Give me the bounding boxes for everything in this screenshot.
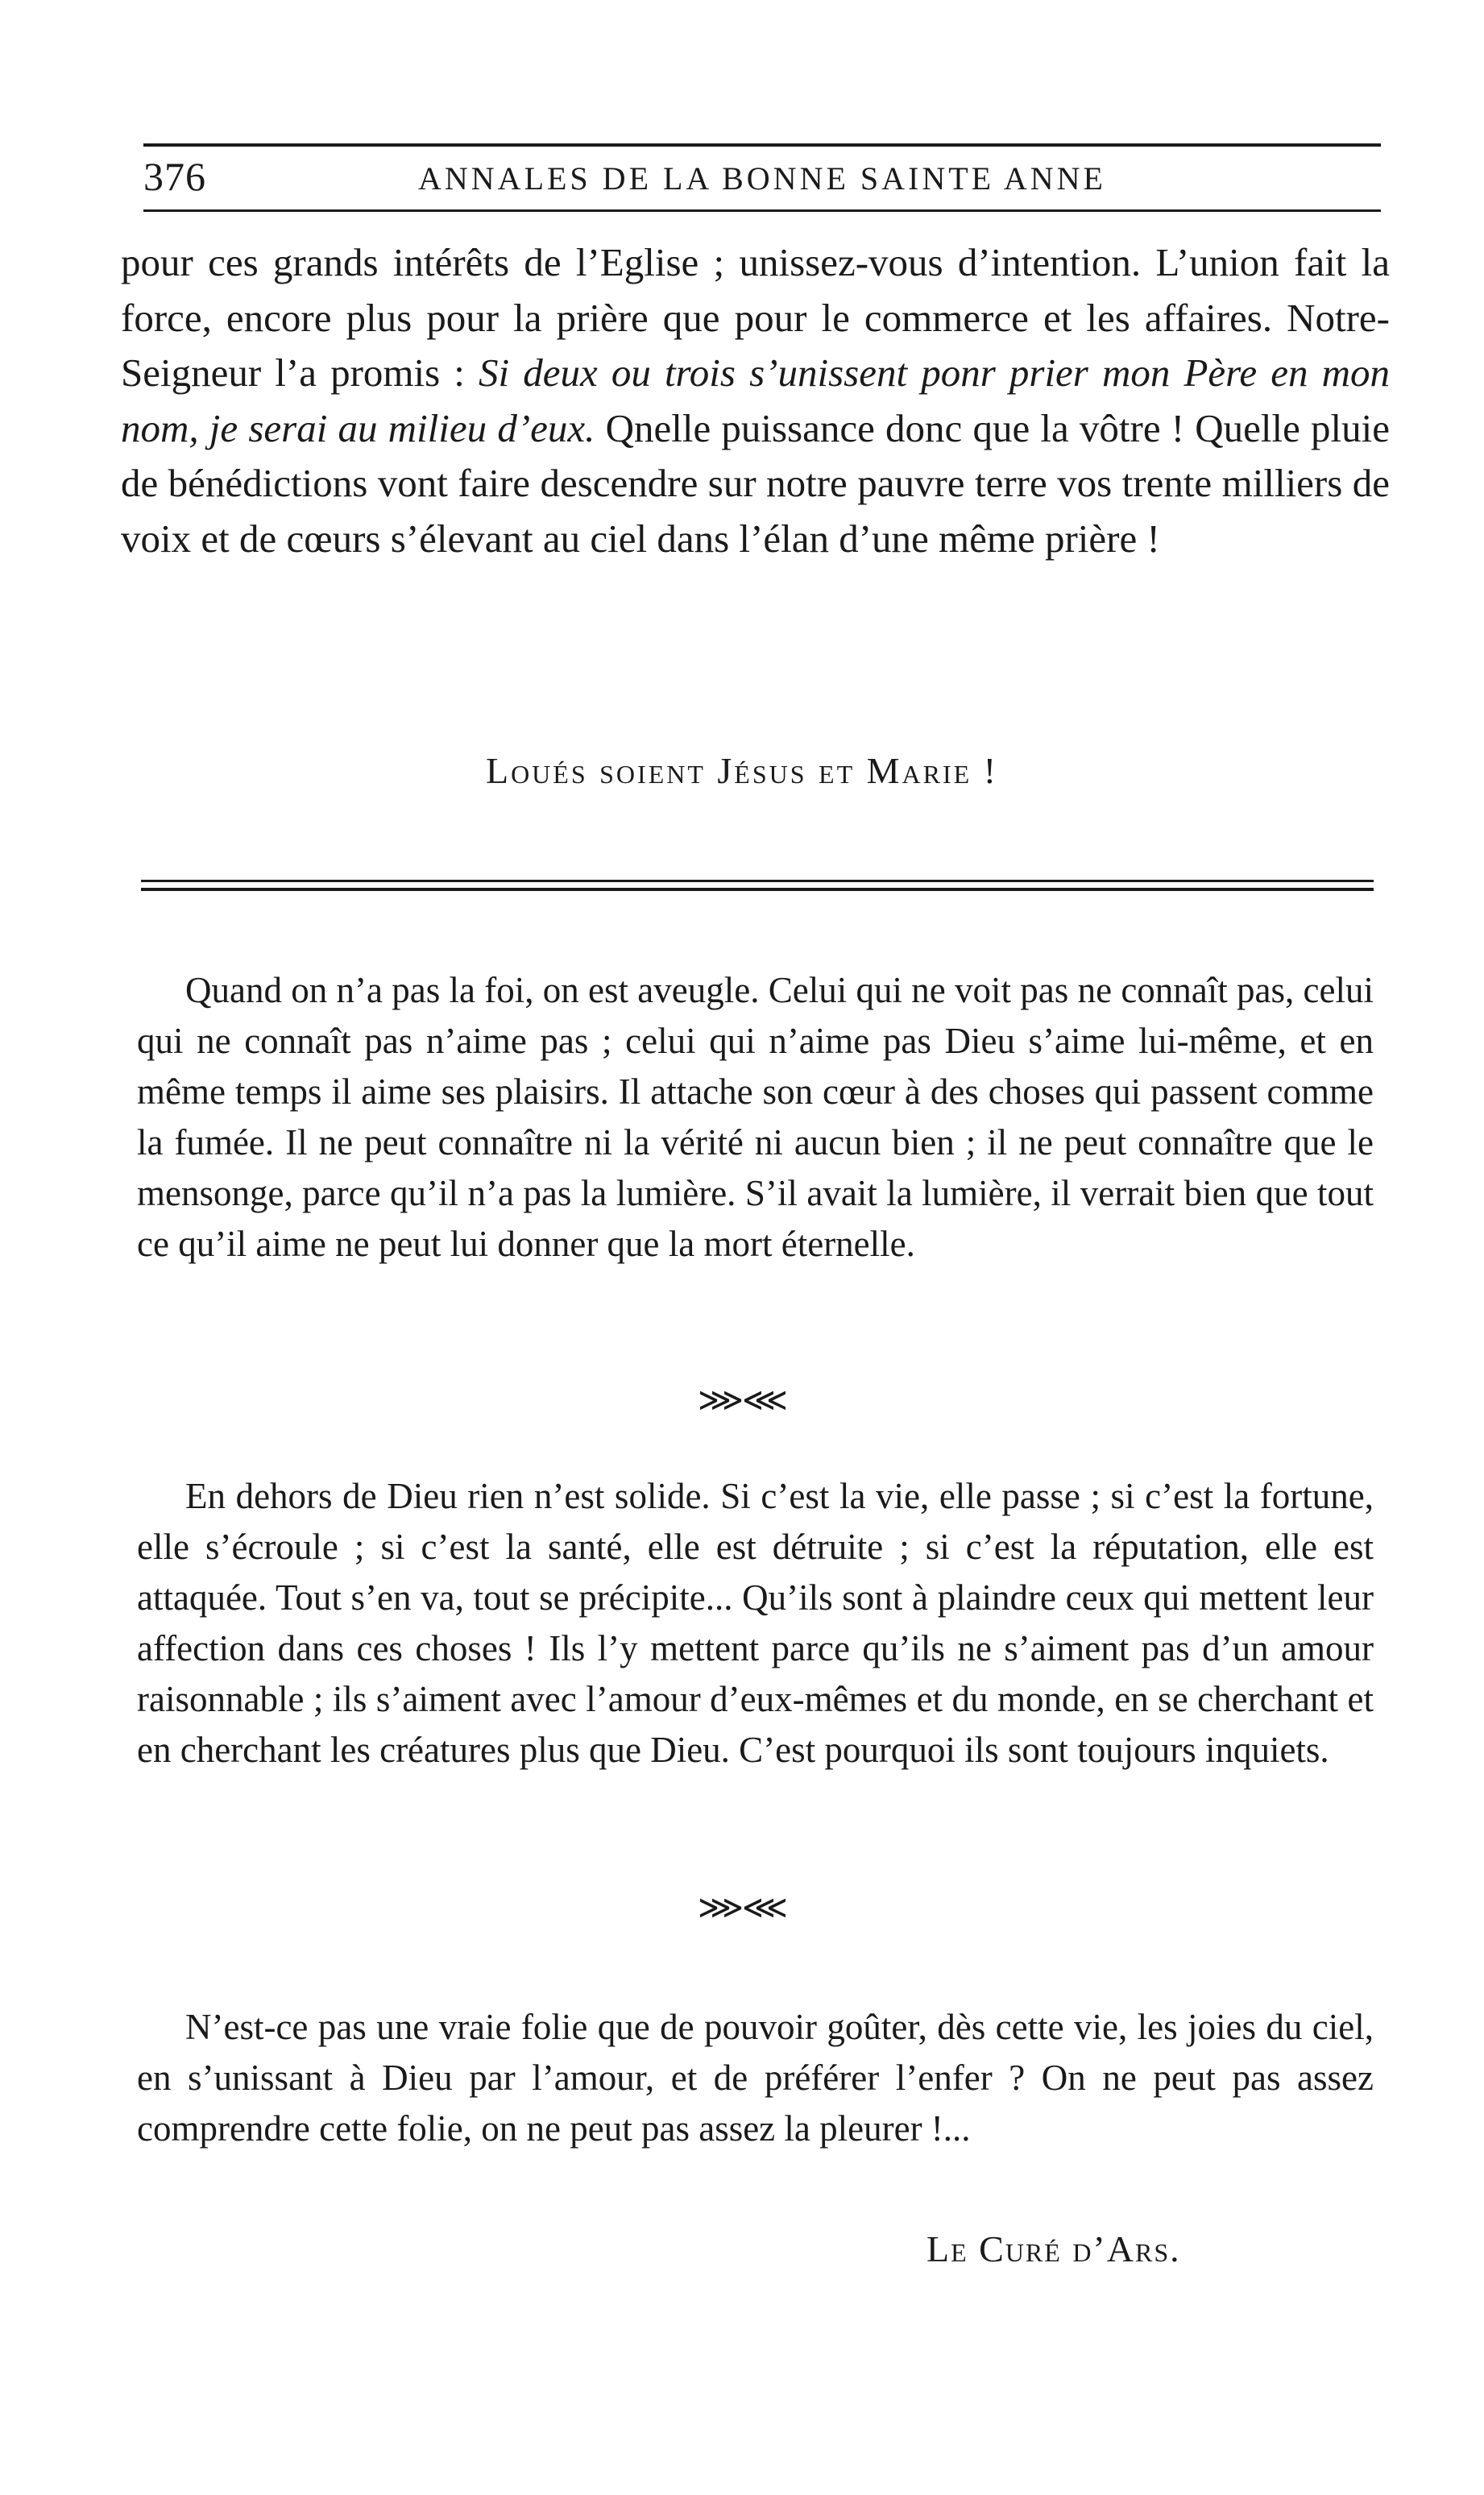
divider-line-thin xyxy=(141,880,1374,882)
ornament-separator-1: ⋙⋘ xyxy=(698,1382,786,1419)
page-header xyxy=(143,129,1381,218)
section-divider xyxy=(141,880,1374,893)
quote-paragraph-2: En dehors de Dieu rien n’est solide. Si c’est la vie, elle passe ; si c’est la fortune, elle s’écroule ; si c’est la santé, elle est détruite ; si c’est la réputation, elle est attaquée. Tout s’en va, tout se précipite... Qu’ils sont à plaindre ceux qui mettent leur affection dans ces choses ! Ils l’y mettent parce qu’ils ne s’aiment pas d’un amour raisonnable ; ils s’aiment avec l’amour d’eux-mêmes et du monde, en se cherchant et en cherchant les créatures plus que Dieu. C’est pourquoi ils sont toujours inquiets. xyxy=(137,1476,1374,1770)
quote-paragraph-1: Quand on n’a pas la foi, on est aveugle. Celui qui ne voit pas ne connaît pas, celui qui ne connaît pas n’aime pas ; celui qui n’aime pas Dieu s’aime lui-même, et en même temps il aime ses plaisirs. Il attache son cœur à des choses qui passent comme la fumée. Il ne peut connaître ni la vérité ni aucun bien ; il ne peut connaître que le mensonge, parce qu’il n’a pas la lumière. S’il avait la lumière, il verrait bien que tout ce qu’il aime ne peut lui donner que la mort éternelle. xyxy=(137,970,1374,1264)
intro-paragraph xyxy=(121,235,1390,566)
page-number: 376 xyxy=(143,154,206,199)
ornament-separator-2: ⋙⋘ xyxy=(698,1889,786,1926)
intro-italic-quote: Si deux ou trois s’unissent ponr prier mon Père en mon nom, je serai au milieu d’eux. xyxy=(121,350,1390,450)
signature: Le Curé d’Ars. xyxy=(926,2228,1181,2269)
header-row xyxy=(143,153,1381,201)
header-rule-top xyxy=(143,143,1381,147)
intro-text-b: Qnelle puissance donc que la vôtre ! Quelle pluie de bénédictions vont faire descendre sur notre pauvre terre vos trente milliers de voix et de cœurs s’élevant au ciel dans l’élan d’une même prière ! xyxy=(121,405,1390,561)
quote-paragraph-3: N’est-ce pas une vraie folie que de pouvoir goûter, dès cette vie, les joies du ciel, en s’unissant à Dieu par l’amour, et de préférer l’enfer ? On ne peut pas assez comprendre cette folie, on ne peut pas assez la pleurer !... xyxy=(137,2007,1374,2149)
divider-line-thick xyxy=(141,888,1374,891)
running-head: ANNALES DE LA BONNE SAINTE ANNE xyxy=(418,160,1106,197)
intro-text-a: pour ces grands intérêts de l’Eglise ; unissez-vous d’intention. L’union fait la force, encore plus pour la prière que pour le commerce et les affaires. Notre-Seigneur l’a promis : xyxy=(121,240,1390,395)
header-rule-bottom xyxy=(143,209,1381,212)
closing-acclamation: Loués soient Jésus et Marie ! xyxy=(485,750,999,791)
